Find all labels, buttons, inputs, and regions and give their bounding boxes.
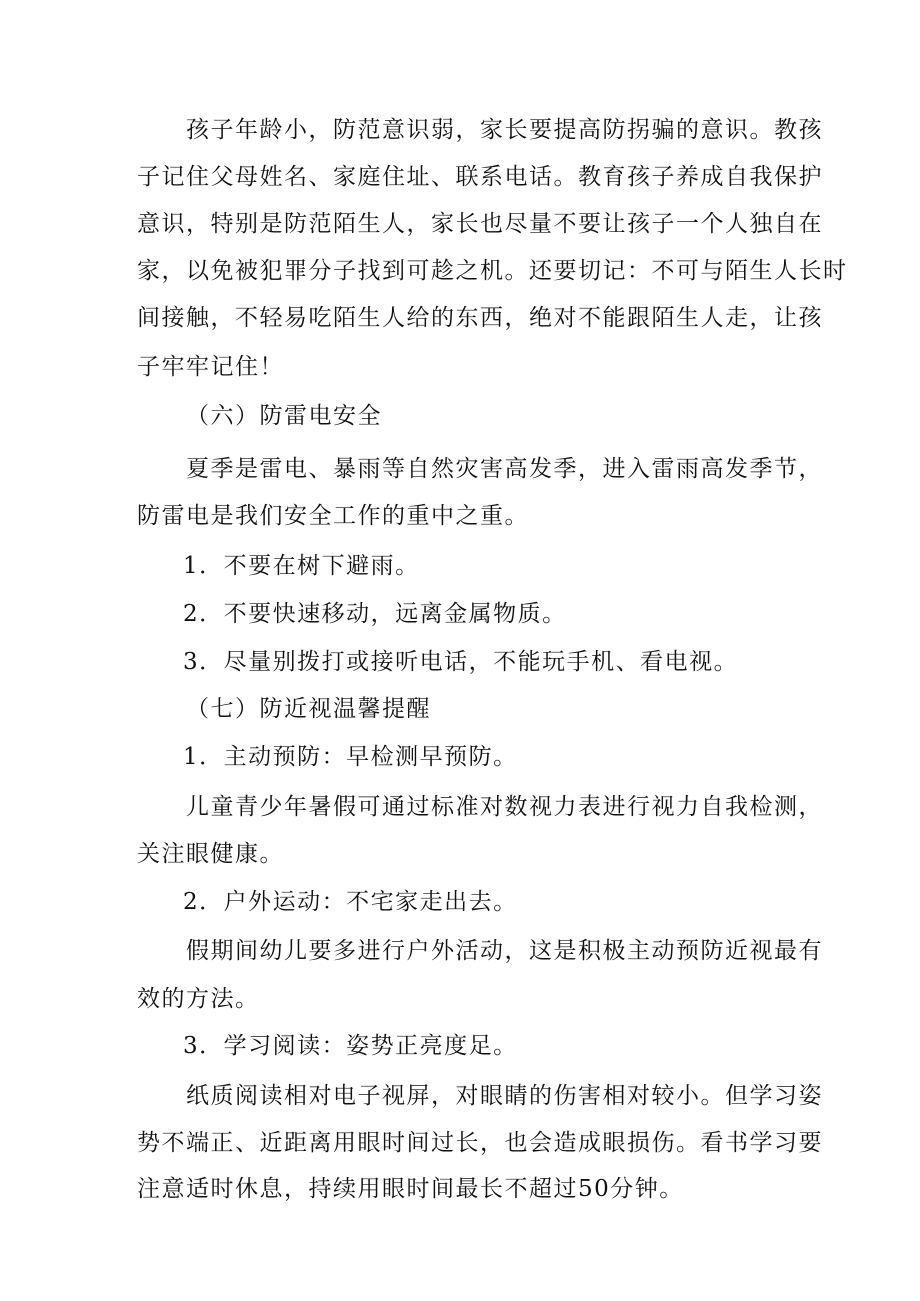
para-intro-line-6: 子牢牢记住！: [137, 354, 284, 380]
thunder-item-3: 3．尽量别拨打或接听电话，不能玩手机、看电视。: [183, 649, 739, 675]
thunder-item-1: 1．不要在树下避雨。: [183, 553, 420, 579]
para-intro-line-4: 家，以免被犯罪分子找到可趁之机。还要切记：不可与陌生人长时: [137, 258, 848, 284]
para-thunder-line-1: 夏季是雷电、暴雨等自然灾害高发季，进入雷雨高发季节，: [186, 456, 823, 482]
myopia-3-title: 3．学习阅读：姿势正亮度足。: [183, 1033, 518, 1059]
myopia-2-body-line-2: 效的方法。: [137, 986, 260, 1012]
thunder-item-2: 2．不要快速移动，远离金属物质。: [183, 601, 567, 627]
para-intro-line-3: 意识，特别是防范陌生人，家长也尽量不要让孩子一个人独自在: [137, 211, 823, 237]
myopia-3-body-line-3: 注意适时休息，持续用眼时间最长不超过50分钟。: [137, 1176, 684, 1202]
heading-six: （六）防雷电安全: [186, 403, 382, 429]
myopia-1-body-line-2: 关注眼健康。: [137, 841, 284, 867]
myopia-2-title: 2．户外运动：不宅家走出去。: [183, 889, 518, 915]
heading-seven: （七）防近视温馨提醒: [186, 696, 431, 722]
myopia-3-body-line-1: 纸质阅读相对电子视屏，对眼睛的伤害相对较小。但学习姿: [186, 1083, 823, 1109]
myopia-3-body-line-2: 势不端正、近距离用眼时间过长，也会造成眼损伤。看书学习要: [137, 1130, 823, 1156]
para-thunder-line-2: 防雷电是我们安全工作的重中之重。: [137, 503, 529, 529]
myopia-2-body-line-1: 假期间幼儿要多进行户外活动，这是积极主动预防近视最有: [186, 938, 823, 964]
para-intro-line-2: 子记住父母姓名、家庭住址、联系电话。教育孩子养成自我保护: [137, 164, 823, 190]
myopia-1-title: 1．主动预防：早检测早预防。: [183, 744, 518, 770]
para-intro-line-5: 间接触，不轻易吃陌生人给的东西，绝对不能跟陌生人走，让孩: [137, 305, 823, 331]
myopia-1-body-line-1: 儿童青少年暑假可通过标准对数视力表进行视力自我检测，: [186, 794, 823, 820]
para-intro-line-1: 孩子年龄小，防范意识弱，家长要提高防拐骗的意识。教孩: [186, 117, 823, 143]
